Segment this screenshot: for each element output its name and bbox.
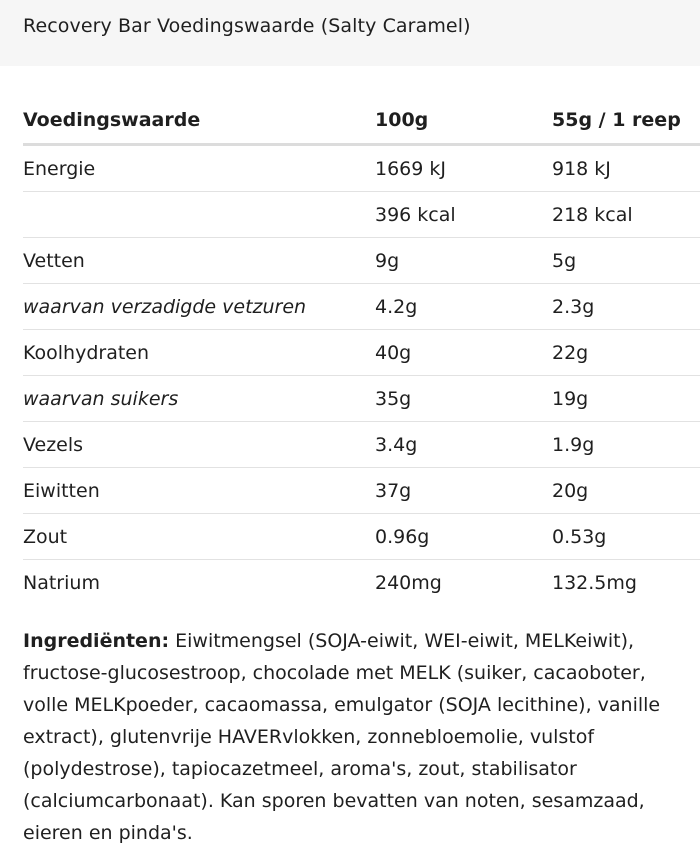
table-row [23, 376, 700, 422]
nutrient-label: Energie [23, 145, 375, 192]
value-per-100g: 396 kcal [375, 192, 552, 238]
column-header-nutrient: Voedingswaarde [23, 97, 375, 145]
table-row [23, 422, 700, 468]
ingredients-text [23, 625, 693, 849]
value-per-bar: 5g [552, 238, 700, 284]
value-per-100g: 9g [375, 238, 552, 284]
table-row [23, 330, 700, 376]
value-per-bar: 0.53g [552, 514, 700, 560]
table-row [23, 560, 700, 606]
nutrient-label: Eiwitten [23, 468, 375, 514]
value-per-100g: 37g [375, 468, 552, 514]
ingredients-list: Eiwitmengsel (SOJA-eiwit, WEI-eiwit, MELKeiwit), fructose-glucosestroop, chocolade met MELK (suiker, cacaoboter, volle MELKpoeder, cacaomassa, emulgator (SOJA lecithine), vanille extract), glutenvrije HAVERvlokken, zonnebloemolie, vulstof (polydestrose), tapiocazetmeel, aroma's, zout, stabilisator (calciumcarbonaat). Kan sporen bevatten van noten, sesamzaad, eieren en pinda's. [23, 630, 661, 844]
table-row [23, 514, 700, 560]
ingredients-label: Ingrediënten: [23, 630, 170, 652]
table-header-row [23, 97, 700, 145]
nutrient-label: waarvan suikers [23, 376, 375, 422]
value-per-bar: 20g [552, 468, 700, 514]
nutrient-label [23, 192, 375, 238]
table-row [23, 145, 700, 192]
nutrient-label: waarvan verzadigde vetzuren [23, 284, 375, 330]
value-per-bar: 1.9g [552, 422, 700, 468]
column-header-per-bar: 55g / 1 reep [552, 97, 700, 145]
column-header-per-100g: 100g [375, 97, 552, 145]
value-per-bar: 918 kJ [552, 145, 700, 192]
value-per-bar: 22g [552, 330, 700, 376]
value-per-100g: 240mg [375, 571, 442, 594]
value-per-bar: 2.3g [552, 284, 700, 330]
table-row [23, 192, 700, 238]
nutrient-label: Natrium [23, 571, 100, 594]
page-title: Recovery Bar Voedingswaarde (Salty Caramel) [23, 15, 471, 37]
value-per-bar: 19g [552, 376, 700, 422]
value-per-bar: 218 kcal [552, 192, 700, 238]
nutrition-table [23, 97, 700, 605]
value-per-100g: 3.4g [375, 422, 552, 468]
nutrient-label: Vezels [23, 422, 375, 468]
page-header [0, 0, 700, 66]
value-per-100g: 0.96g [375, 514, 552, 560]
nutrient-label: Koolhydraten [23, 330, 375, 376]
value-per-100g: 4.2g [375, 284, 552, 330]
value-per-100g: 1669 kJ [375, 145, 552, 192]
table-row [23, 284, 700, 330]
nutrient-label: Vetten [23, 238, 375, 284]
value-per-100g: 35g [375, 376, 552, 422]
value-per-bar: 132.5mg [552, 571, 637, 594]
value-per-100g: 40g [375, 330, 552, 376]
table-row [23, 468, 700, 514]
table-row [23, 238, 700, 284]
nutrient-label: Zout [23, 514, 375, 560]
